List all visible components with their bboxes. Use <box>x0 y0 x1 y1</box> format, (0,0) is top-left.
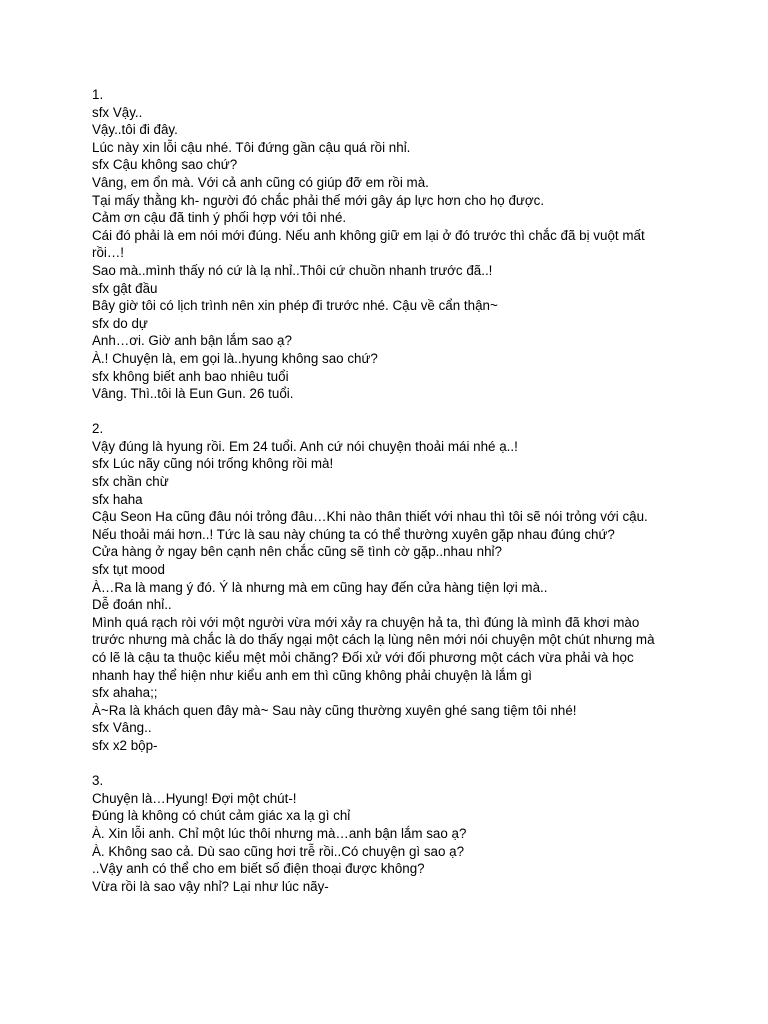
text-line: Vừa rồi là sao vậy nhỉ? Lại như lúc nãy- <box>92 878 329 894</box>
text-line: sfx ahaha;; <box>92 685 158 701</box>
section-number: 3. <box>92 773 104 789</box>
section-2 <box>92 420 672 754</box>
text-line: sfx x2 bộp- <box>92 737 158 753</box>
text-line: Vâng, em ổn mà. Với cả anh cũng có giúp đỡ em rồi mà. <box>92 174 429 190</box>
text-line: À.! Chuyện là, em gọi là..hyung không sao chứ? <box>92 350 378 366</box>
section-1 <box>92 86 672 403</box>
text-line: À~Ra là khách quen đây mà~ Sau này cũng thường xuyên ghé sang tiệm tôi nhé! <box>92 702 577 718</box>
section-number: 1. <box>92 87 104 102</box>
text-line: Chuyện là…Hyung! Đợi một chút-! <box>92 790 297 806</box>
section-number: 2. <box>92 421 104 437</box>
text-line: sfx Cậu không sao chứ? <box>92 157 238 173</box>
text-line: Cửa hàng ở ngay bên cạnh nên chắc cũng sẽ tình cờ gặp..nhau nhỉ? <box>92 544 502 560</box>
text-line: Cảm ơn cậu đã tinh ý phối hợp với tôi nhé. <box>92 210 347 226</box>
text-line: Nếu thoải mái hơn..! Tức là sau này chúng ta có thể thường xuyên gặp nhau đúng chứ? <box>92 526 615 542</box>
text-line: Cái đó phải là em nói mới đúng. Nếu anh không giữ em lại ở đó trước thì chắc đã bị vuột mất rồi…! <box>92 227 645 261</box>
text-line: sfx gật đầu <box>92 280 158 296</box>
text-line: Đúng là không có chút cảm giác xa lạ gì chỉ <box>92 808 351 824</box>
text-line: À. Xin lỗi anh. Chỉ một lúc thôi nhưng mà…anh bận lắm sao ạ? <box>92 825 467 841</box>
text-line: Sao mà..mình thấy nó cứ là lạ nhỉ..Thôi cứ chuồn nhanh trước đã..! <box>92 262 493 278</box>
text-line: sfx chần chừ <box>92 474 169 490</box>
text-line: sfx haha <box>92 491 143 507</box>
text-line: Dễ đoán nhỉ.. <box>92 597 172 613</box>
text-line: sfx không biết anh bao nhiêu tuổi <box>92 368 289 384</box>
text-line: Cậu Seon Ha cũng đâu nói trỏng đâu…Khi nào thân thiết với nhau thì tôi sẽ nói trỏng với cậu. <box>92 509 648 525</box>
text-line: À…Ra là mang ý đó. Ý là nhưng mà em cũng hay đến cửa hàng tiện lợi mà.. <box>92 579 548 595</box>
text-line: sfx Vậy.. <box>92 104 143 120</box>
text-line: Mình quá rạch ròi với một người vừa mới xảy ra chuyện hả ta, thì đúng là mình đã khơi mào trước nhưng mà chắc là do thấy ngại một cách lạ lùng nên mới nói chuyện một chút nhưng mà có lẽ là cậu ta thuộc kiểu mệt mỏi chăng? Đối xử với đối phương một cách vừa phải và học nhanh hay thể hiện như kiểu anh em thì cũng không phải chuyện là lắm gì <box>92 614 655 683</box>
text-line: Lúc này xin lỗi cậu nhé. Tôi đứng gần cậu quá rồi nhỉ. <box>92 139 411 155</box>
text-line: sfx Lúc nãy cũng nói trống không rồi mà! <box>92 456 334 472</box>
document-page <box>92 86 672 895</box>
text-line: À. Không sao cả. Dù sao cũng hơi trễ rồi..Có chuyện gì sao ạ? <box>92 843 465 859</box>
text-line: Vậy..tôi đi đây. <box>92 122 178 138</box>
text-line: ..Vậy anh có thể cho em biết số điện thoại được không? <box>92 861 425 877</box>
section-3 <box>92 772 672 895</box>
section-spacer <box>92 755 672 773</box>
text-line: sfx do dự <box>92 315 148 331</box>
text-line: sfx tụt mood <box>92 562 165 578</box>
section-spacer <box>92 403 672 421</box>
text-line: Bây giờ tôi có lịch trình nên xin phép đi trước nhé. Cậu về cẩn thận~ <box>92 298 498 314</box>
text-line: sfx Vâng.. <box>92 720 152 736</box>
text-line: Vâng. Thì..tôi là Eun Gun. 26 tuổi. <box>92 386 294 402</box>
text-line: Anh…ơi. Giờ anh bận lắm sao ạ? <box>92 333 292 349</box>
text-line: Tại mấy thằng kh- người đó chắc phải thế mới gây áp lực hơn cho họ được. <box>92 192 545 208</box>
text-line: Vậy đúng là hyung rồi. Em 24 tuổi. Anh cứ nói chuyện thoải mái nhé ạ..! <box>92 438 518 454</box>
